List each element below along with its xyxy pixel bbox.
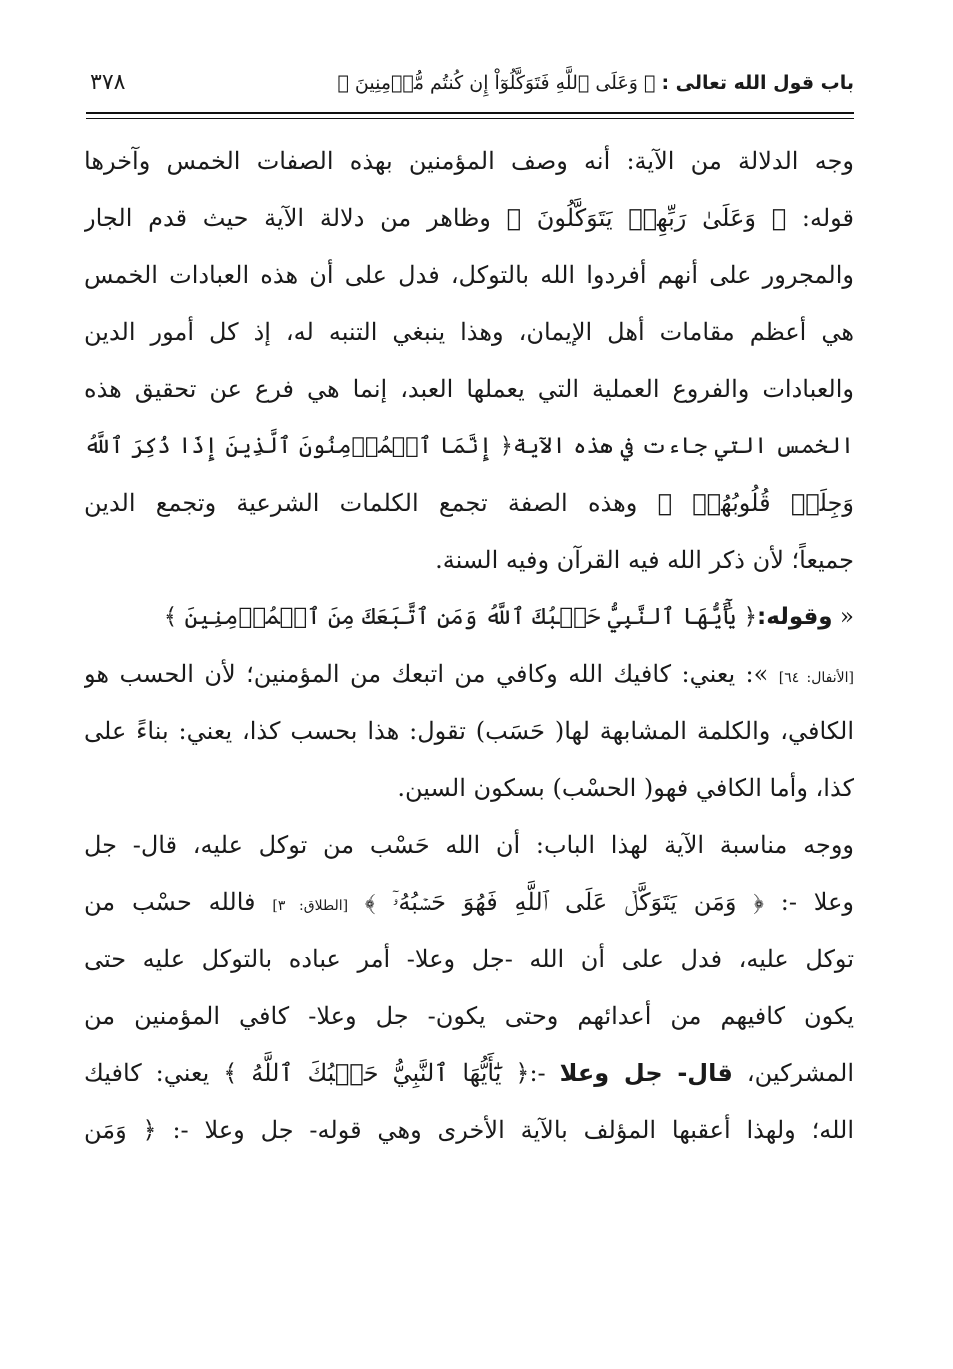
text-line bbox=[84, 309, 854, 366]
text-line bbox=[84, 480, 854, 537]
emphasis-text: قال- جل وعلا bbox=[559, 1059, 733, 1087]
text-line bbox=[84, 708, 854, 765]
text-line bbox=[84, 765, 854, 822]
text-segment: »: يعني: كافيك الله وكافي من اتبعك من المؤمنين؛ لأن الحسب هو bbox=[84, 660, 779, 688]
page-header bbox=[86, 68, 854, 112]
text-segment: كذا، وأما الكافي فهو( الحسْب) بسكون السين. bbox=[397, 774, 854, 802]
verse-reference: [الأنفال: ٦٤] bbox=[778, 670, 854, 686]
text-segment: والعبادات والفروع العملية التي يعملها العبد، إنما هي فرع عن تحقيق هذه bbox=[84, 375, 854, 403]
text-line bbox=[84, 651, 854, 708]
text-segment: قوله: bbox=[786, 204, 854, 232]
text-line bbox=[84, 1050, 854, 1107]
text-line bbox=[84, 537, 854, 594]
text-segment: يعني: كافيك bbox=[84, 1059, 224, 1087]
text-segment: هي أعظم مقامات أهل الإيمان، وهذا ينبغي التنبه له، إذ كل أمور الدين bbox=[84, 318, 854, 346]
text-line bbox=[84, 879, 854, 936]
text-line bbox=[84, 993, 854, 1050]
text-segment: وجه الدلالة من الآية: أنه وصف المؤمنين بهذه الصفات الخمس وآخرها bbox=[84, 147, 854, 175]
body-text bbox=[84, 138, 854, 1164]
text-line bbox=[84, 936, 854, 993]
quran-verse: ﴿ وَعَلَىٰ رَبِّهِمۡ يَتَوَكَّلُونَ ﴾ bbox=[506, 204, 787, 232]
text-segment: -: bbox=[529, 1059, 560, 1087]
text-line bbox=[84, 1107, 854, 1164]
text-segment: المشركين، bbox=[732, 1059, 854, 1087]
verse-reference: [الطلاق: ٣] bbox=[272, 898, 349, 914]
text-line bbox=[84, 366, 854, 423]
text-line bbox=[84, 138, 854, 195]
text-segment: توكل عليه، فدل على أن الله -جل وعلا- أمر عباده بالتوكل عليه حتى bbox=[84, 945, 854, 973]
quran-verse: ﴿ وَمَن bbox=[84, 1116, 157, 1144]
text-segment: الخمس التي جاءت في هذه الآية bbox=[512, 433, 854, 459]
quran-verse: ﴿ إِنَّمَا ٱلۡمُؤۡمِنُونَ ٱلَّذِينَ إِذَا ذُكِرَ ٱللَّهُ bbox=[84, 433, 513, 459]
header-rule-thick bbox=[86, 112, 854, 114]
text-segment: فالله حسْب من bbox=[84, 888, 273, 916]
text-segment: « bbox=[832, 604, 854, 630]
chapter-title: باب قول الله تعالى : bbox=[661, 72, 854, 94]
header-rule-thin bbox=[86, 118, 854, 119]
text-segment: والمجرور على أنهم أفردوا الله بالتوكل، فدل على أن هذه العبادات الخمس bbox=[84, 261, 854, 289]
text-line bbox=[84, 822, 854, 879]
text-line bbox=[84, 195, 854, 252]
text-line bbox=[84, 252, 854, 309]
quran-verse: ﴿ يَٰٓأَيُّهَا ٱلنَّبِيُّ حَسۡبُكَ ٱللَّهُ وَمَنِ ٱتَّبَعَكَ مِنَ ٱلۡمُؤۡمِنِينَ ﴾ bbox=[163, 604, 758, 630]
text-segment: جميعاً؛ لأن ذكر الله فيه القرآن وفيه السنة. bbox=[435, 546, 854, 574]
page-number: ٣٧٨ bbox=[90, 70, 126, 95]
text-segment: وهذه الصفة تجمع الكلمات الشرعية وتجمع الدين bbox=[84, 489, 658, 517]
text-segment: الله؛ ولهذا أعقبها المؤلف بالآية الأخرى وهي قوله- جل وعلا -: bbox=[156, 1116, 854, 1144]
text-line bbox=[84, 594, 854, 651]
chapter-verse: ﴿ وَعَلَى ٱللَّهِ فَتَوَكَّلُوٓاْ إِن كُنتُم مُّؤۡمِنِينَ ﴾ bbox=[337, 72, 656, 94]
running-title bbox=[337, 72, 854, 94]
text-segment: وعلا -: bbox=[763, 888, 854, 916]
quran-verse: وَجِلَتۡ قُلُوبُهُمۡ ﴾ bbox=[657, 489, 854, 517]
text-line bbox=[84, 423, 854, 480]
text-segment bbox=[348, 888, 365, 916]
text-segment: الكافي، والكلمة المشابهة لها( حَسَب) تقول: هذا بحسب كذا، يعني: بناءً على bbox=[84, 717, 854, 745]
text-segment: يكون كافيهم من أعدائهم وحتى يكون- جل وعلا- كافي المؤمنين من bbox=[84, 1002, 854, 1030]
quran-verse: ﴿ وَمَن يَتَوَكَّلۡ عَلَى ٱللَّهِ فَهُوَ حَسۡبُهُۥٓ ﴾ bbox=[364, 888, 764, 916]
text-segment: ووجه مناسبة الآية لهذا الباب: أن الله حَسْب من توكل عليه، قال- جل bbox=[84, 831, 854, 859]
text-segment: وظاهر من دلالة الآية حيث قدم الجار bbox=[84, 204, 507, 232]
quran-verse: ﴿ يَٰٓأَيُّهَا ٱلنَّبِيُّ حَسۡبُكَ ٱللَّهُ ﴾ bbox=[223, 1059, 530, 1087]
emphasis-text: وقوله: bbox=[757, 604, 833, 630]
